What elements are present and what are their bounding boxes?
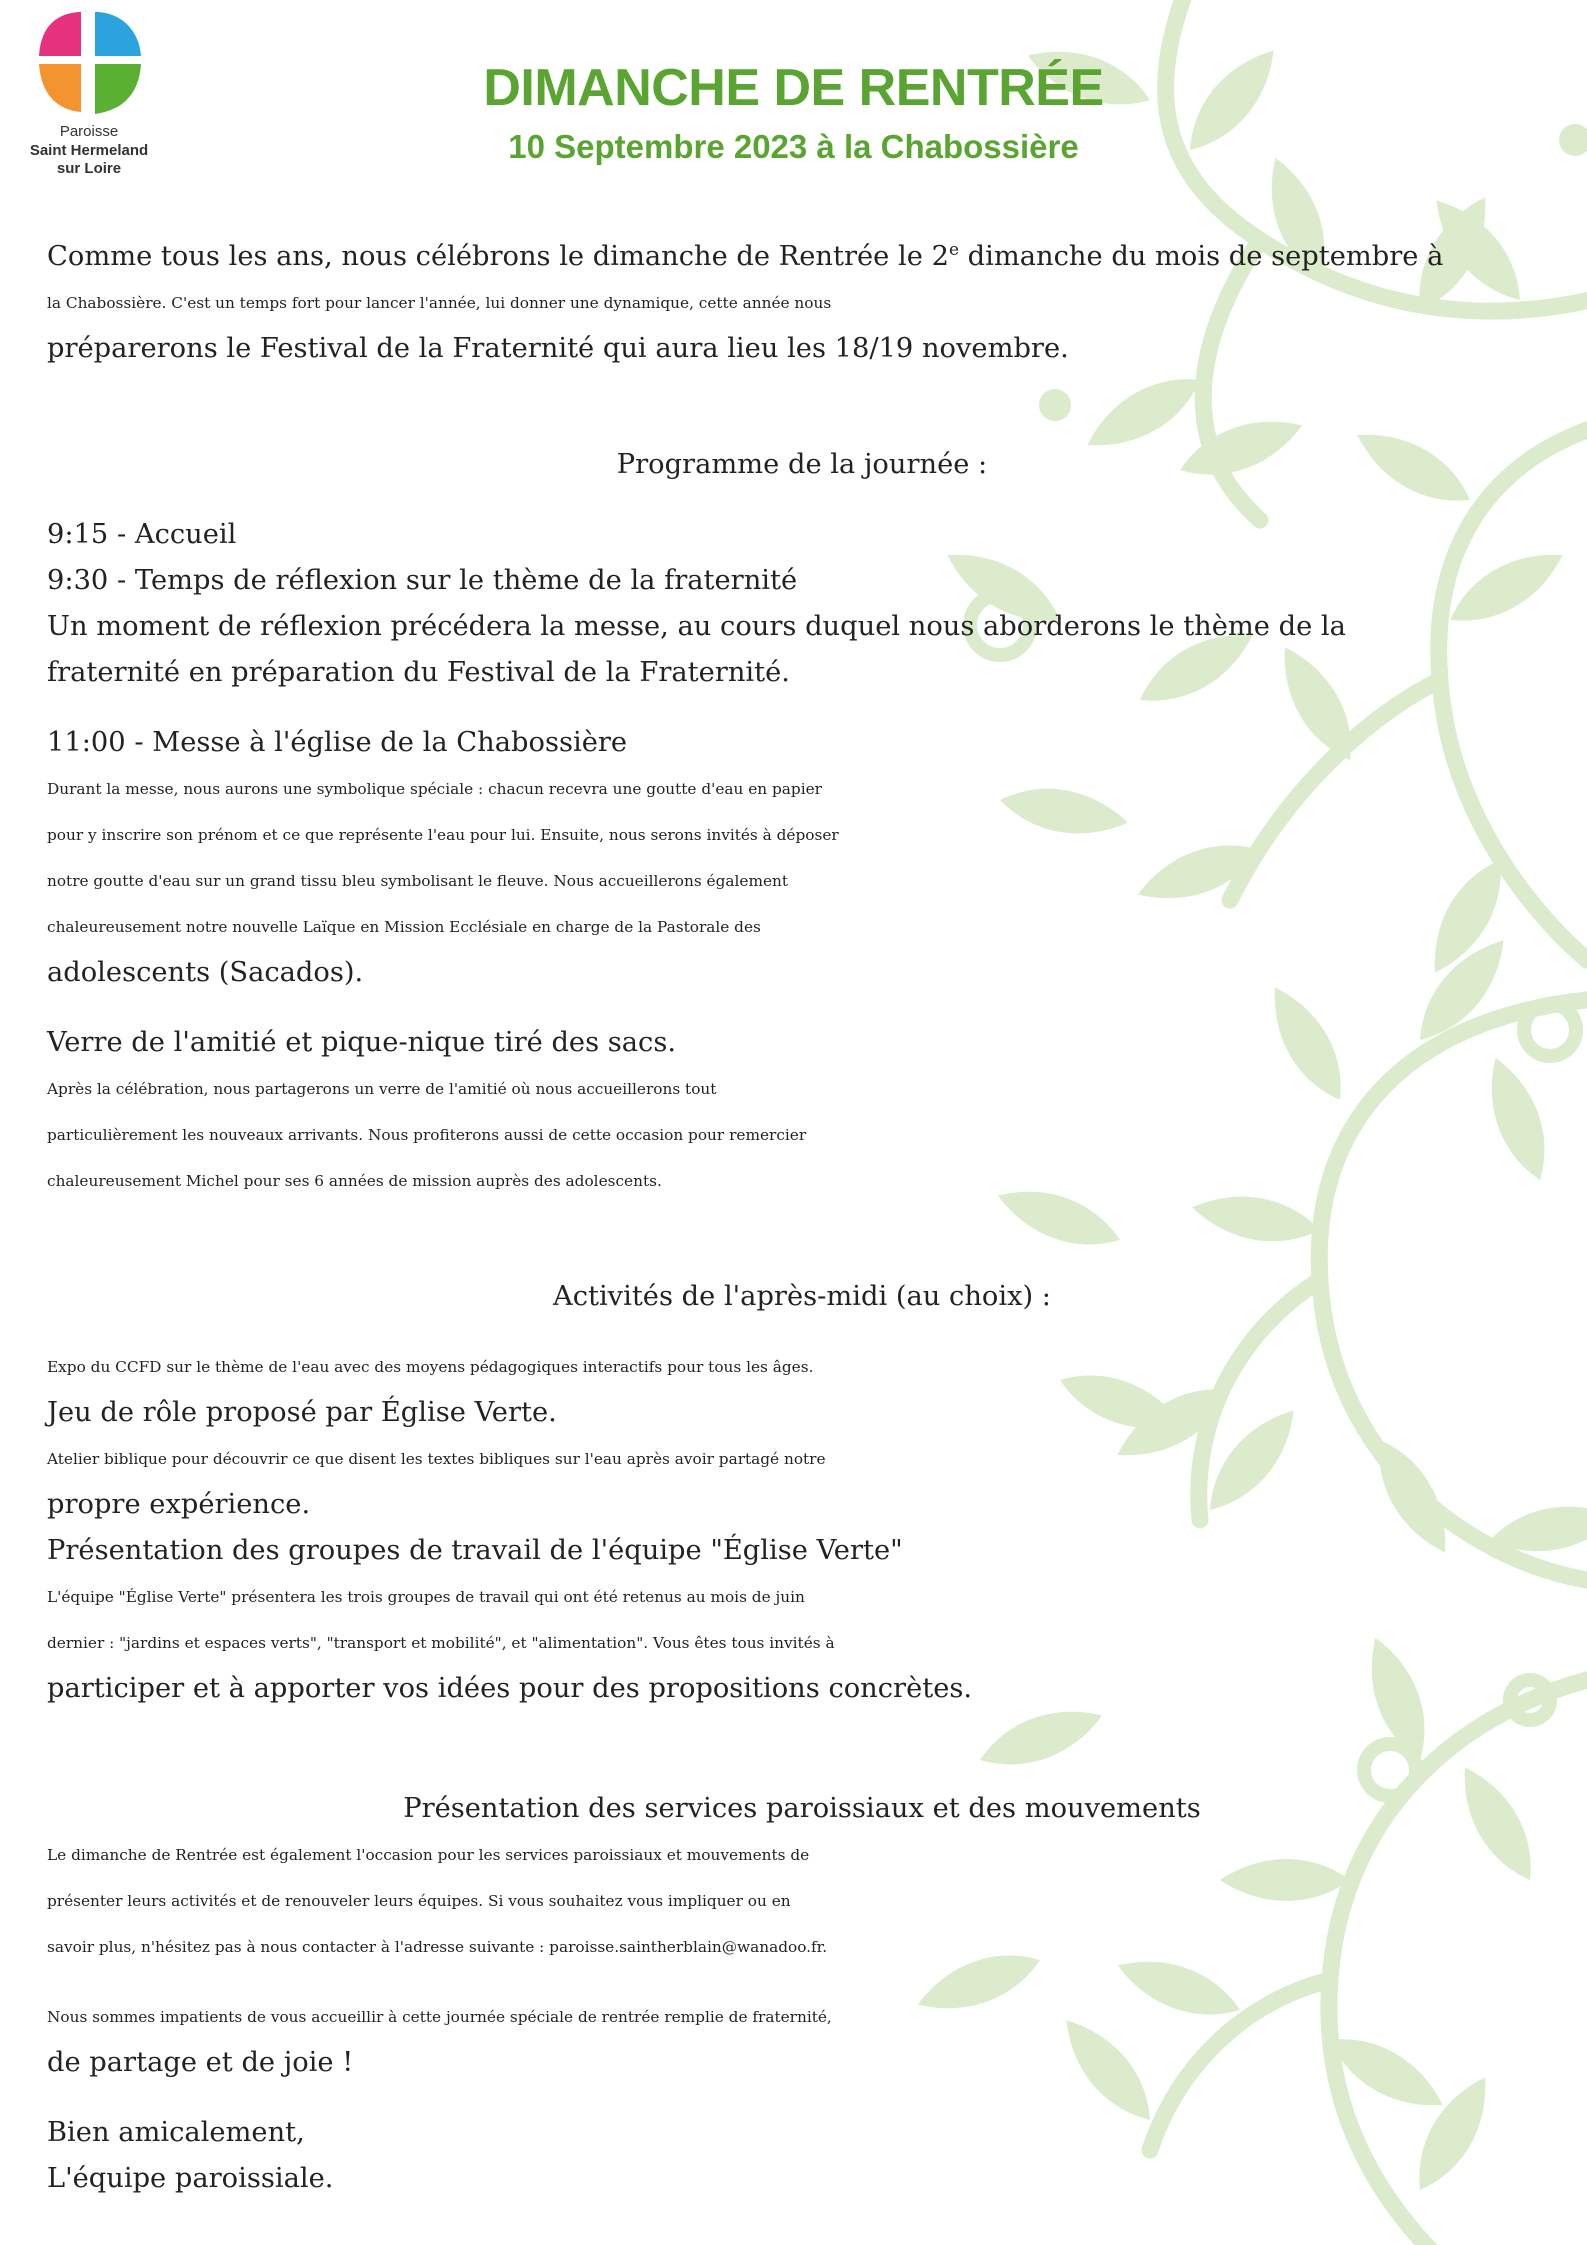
messe-desc-line: chaleureusement notre nouvelle Laïque en Mission Ecclésiale en charge de la Pastorale des (47, 918, 761, 936)
programme-item-verre: Verre de l'amitié et pique-nique tiré des sacs. (47, 1027, 677, 1058)
logo-line-1: Paroisse (59, 123, 119, 140)
page-subtitle: 10 Septembre 2023 à la Chabossière (508, 128, 1079, 165)
signature-team: L'équipe paroissiale. (47, 2163, 334, 2194)
activites-line: Jeu de rôle proposé par Église Verte. (47, 1397, 557, 1428)
logo-line-3: sur Loire (56, 160, 122, 177)
ordinal-superscript: e (948, 239, 959, 260)
closing-line: de partage et de joie ! (47, 2047, 354, 2078)
activites-line: Présentation des groupes de travail de l'équipe "Église Verte" (47, 1535, 903, 1566)
verre-desc-line: particulièrement les nouveaux arrivants. Nous profiterons aussi de cette occasion pour remercier (47, 1126, 807, 1144)
intro-line-1-start: Comme tous les ans, nous célébrons le dimanche de Rentrée le 2 (47, 241, 949, 272)
verre-desc-line: chaleureusement Michel pour ses 6 années de mission auprès des adolescents. (47, 1172, 662, 1190)
activites-line: dernier : "jardins et espaces verts", "transport et mobilité", et "alimentation". Vous êtes tous invités à (47, 1634, 835, 1652)
activites-line: L'équipe "Église Verte" présentera les trois groupes de travail qui ont été retenus au mois de juin (47, 1588, 805, 1606)
programme-item-accueil: 9:15 - Accueil (47, 519, 237, 550)
intro-line-1-end: dimanche du mois de septembre à (959, 241, 1444, 272)
services-line: présenter leurs activités et de renouveler leurs équipes. Si vous souhaitez vous impliquer ou en (47, 1892, 791, 1910)
activites-heading: Activités de l'après-midi (au choix) : (552, 1281, 1051, 1312)
intro-line-3: préparerons le Festival de la Fraternité qui aura lieu les 18/19 novembre. (47, 333, 1069, 364)
services-heading: Présentation des services paroissiaux et des mouvements (403, 1793, 1201, 1824)
services-line: Le dimanche de Rentrée est également l'occasion pour les services paroissiaux et mouvements de (47, 1846, 810, 1864)
activites-line: Atelier biblique pour découvrir ce que disent les textes bibliques sur l'eau après avoir partagé notre (47, 1450, 826, 1468)
activites-line: propre expérience. (47, 1489, 311, 1520)
messe-desc-line: notre goutte d'eau sur un grand tissu bleu symbolisant le fleuve. Nous accueillerons également (47, 872, 789, 890)
activites-line: participer et à apporter vos idées pour des propositions concrètes. (47, 1673, 973, 1704)
intro-line-2: la Chabossière. C'est un temps fort pour lancer l'année, lui donner une dynamique, cette année nous (47, 294, 832, 312)
document-body (47, 234, 1557, 2202)
reflexion-desc-line: fraternité en préparation du Festival de la Fraternité. (47, 657, 790, 688)
intro-paragraph (47, 234, 1557, 372)
services-line: savoir plus, n'hésitez pas à nous contacter à l'adresse suivante : paroisse.saintherblain@wanadoo.fr. (47, 1938, 828, 1956)
messe-desc-line: pour y inscrire son prénom et ce que représente l'eau pour lui. Ensuite, nous serons invités à déposer (47, 826, 839, 844)
closing-line: Nous sommes impatients de vous accueillir à cette journée spéciale de rentrée remplie de fraternité, (47, 2008, 832, 2026)
verre-desc-line: Après la célébration, nous partagerons un verre de l'amitié où nous accueillerons tout (47, 1080, 717, 1098)
signature-greeting: Bien amicalement, (47, 2117, 305, 2148)
messe-desc-line: adolescents (Sacados). (47, 957, 364, 988)
reflexion-desc-line: Un moment de réflexion précédera la messe, au cours duquel nous aborderons le thème de la (47, 611, 1346, 642)
programme-item-messe: 11:00 - Messe à l'église de la Chabossière (47, 727, 628, 758)
programme-heading: Programme de la journée : (616, 449, 988, 480)
page-title: DIMANCHE DE RENTRÉE (483, 59, 1104, 117)
activites-line: Expo du CCFD sur le thème de l'eau avec des moyens pédagogiques interactifs pour tous les âges. (47, 1358, 814, 1376)
messe-desc-line: Durant la messe, nous aurons une symbolique spéciale : chacun recevra une goutte d'eau en papier (47, 780, 822, 798)
programme-item-reflexion: 9:30 - Temps de réflexion sur le thème de la fraternité (47, 565, 798, 596)
logo-line-2: Saint Hermeland (29, 142, 149, 159)
